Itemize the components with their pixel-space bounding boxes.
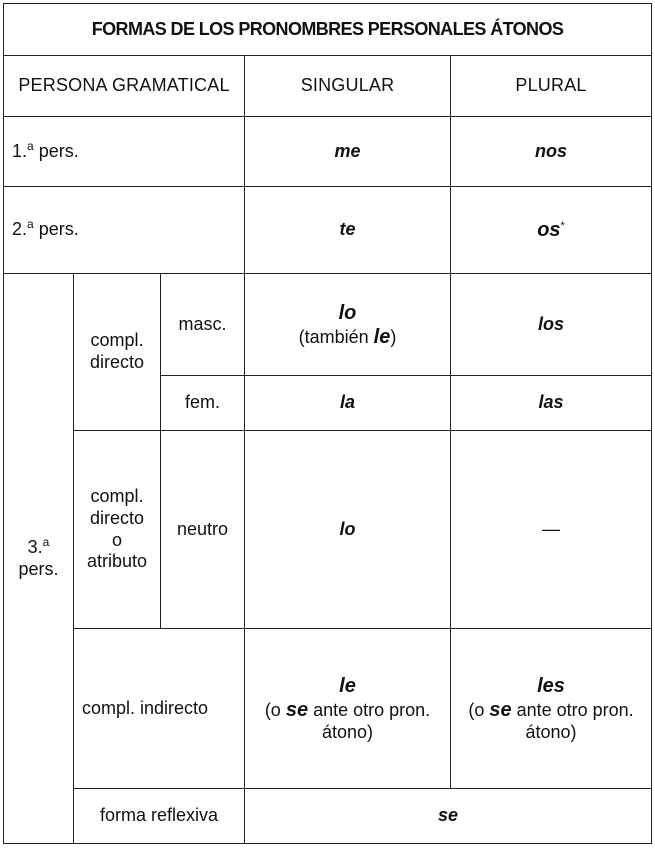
header-persona: PERSONA GRAMATICAL bbox=[4, 56, 245, 117]
cda-label: compl. directo o atributo bbox=[74, 431, 161, 629]
row-label-1: 1.$^a$ pers. bbox=[4, 117, 245, 187]
p1-singular: me bbox=[245, 117, 451, 187]
cd-label: compl. directo bbox=[74, 274, 161, 431]
pronoun-table bbox=[3, 3, 652, 844]
fem-plural: las bbox=[451, 376, 652, 431]
p1-plural: nos bbox=[451, 117, 652, 187]
footnote-mark: * bbox=[560, 220, 565, 232]
ci-label: compl. indirecto bbox=[74, 629, 245, 789]
p2-singular: te bbox=[245, 187, 451, 274]
row-label-2: 2.$^a$ pers. bbox=[4, 187, 245, 274]
neutro-singular: lo bbox=[245, 431, 451, 629]
table-title: FORMAS DE LOS PRONOMBRES PERSONALES ÁTONOS bbox=[4, 4, 652, 56]
refl-form: se bbox=[245, 789, 652, 844]
header-singular: SINGULAR bbox=[245, 56, 451, 117]
neutro-label: neutro bbox=[161, 431, 245, 629]
row-label-3: 3.$^a$ pers. bbox=[4, 274, 74, 844]
fem-singular: la bbox=[245, 376, 451, 431]
masc-singular: lo (también le) bbox=[245, 274, 451, 376]
p2-plural: os* bbox=[451, 187, 652, 274]
refl-label: forma reflexiva bbox=[74, 789, 245, 844]
masc-plural: los bbox=[451, 274, 652, 376]
fem-label: fem. bbox=[161, 376, 245, 431]
ci-singular: le (o se ante otro pron. átono) bbox=[245, 629, 451, 789]
masc-label: masc. bbox=[161, 274, 245, 376]
header-plural: PLURAL bbox=[451, 56, 652, 117]
ci-plural: les (o se ante otro pron. átono) bbox=[451, 629, 652, 789]
neutro-plural: — bbox=[451, 431, 652, 629]
